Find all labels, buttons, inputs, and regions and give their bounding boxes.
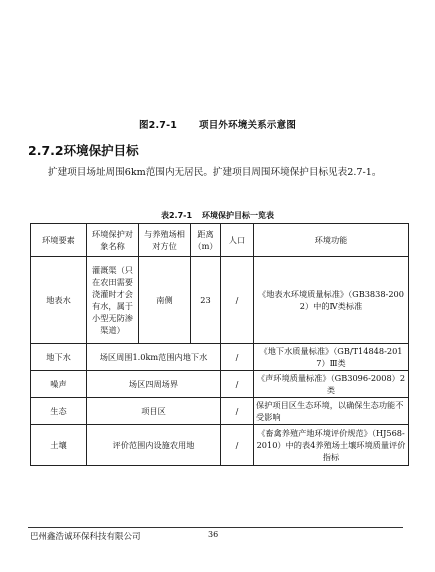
cell-object: 评价范围内设施农用地: [87, 425, 221, 466]
cell-object: 场区四周场界: [87, 371, 221, 398]
figure-title: 项目外环境关系示意图: [199, 120, 297, 131]
header-population: 人口: [221, 224, 254, 257]
cell-direction: 南侧: [139, 257, 191, 344]
cell-element: 地表水: [31, 257, 87, 344]
cell-population: /: [221, 398, 254, 425]
cell-distance: 23: [191, 257, 221, 344]
cell-element: 土壤: [31, 425, 87, 466]
header-object: 环境保护对象名称: [87, 224, 139, 257]
cell-function: 《畜禽养殖产地环境评价规范》（HJ568-2010）中的表4养殖场土壤环境质量评价指标: [254, 425, 409, 466]
table-caption: [0, 210, 435, 221]
footer-company: 巴州鑫浩诚环保科技有限公司: [30, 532, 141, 542]
body-paragraph: 扩建项目场址周围6km范围内无居民。扩建项目周围环境保护目标见表2.7-1。: [48, 167, 382, 178]
cell-object: 灌溉渠（只在农田需要浇灌时才会有水，属于小型无防渗渠道）: [87, 257, 139, 344]
footer-divider: [28, 527, 403, 528]
table-row: [31, 371, 409, 398]
cell-population: /: [221, 425, 254, 466]
figure-number: 图2.7-1: [138, 120, 178, 131]
cell-population: /: [221, 257, 254, 344]
header-element: 环境要素: [31, 224, 87, 257]
table-row: [31, 398, 409, 425]
cell-function: 保护项目区生态环境，以确保生态功能不受影响: [254, 398, 409, 425]
header-direction: 与养殖场相对方位: [139, 224, 191, 257]
header-function: 环境功能: [254, 224, 409, 257]
cell-population: /: [221, 371, 254, 398]
cell-element: 噪声: [31, 371, 87, 398]
protection-targets-table: [30, 223, 409, 466]
table-row: [31, 425, 409, 466]
table-row: [31, 257, 409, 344]
cell-object: 项目区: [87, 398, 221, 425]
section-title: 2.7.2环境保护目标: [28, 143, 139, 158]
cell-element: 生态: [31, 398, 87, 425]
cell-element: 地下水: [31, 344, 87, 371]
page-number: 36: [208, 530, 219, 539]
cell-function: 《地表水环境质量标准》（GB3838-2002）中的Ⅳ类标准: [254, 257, 409, 344]
table-header-row: [31, 224, 409, 257]
table-row: [31, 344, 409, 371]
table-number: 表2.7-1: [160, 211, 193, 220]
cell-object: 场区周围1.0km范围内地下水: [87, 344, 221, 371]
header-distance: 距离（m）: [191, 224, 221, 257]
cell-function: 《地下水质量标准》（GB/T14848-2017）Ⅲ类: [254, 344, 409, 371]
cell-function: 《声环境质量标准》（GB3096-2008）2类: [254, 371, 409, 398]
figure-caption: [0, 117, 435, 131]
cell-population: /: [221, 344, 254, 371]
table-title: 环境保护目标一览表: [202, 211, 275, 220]
